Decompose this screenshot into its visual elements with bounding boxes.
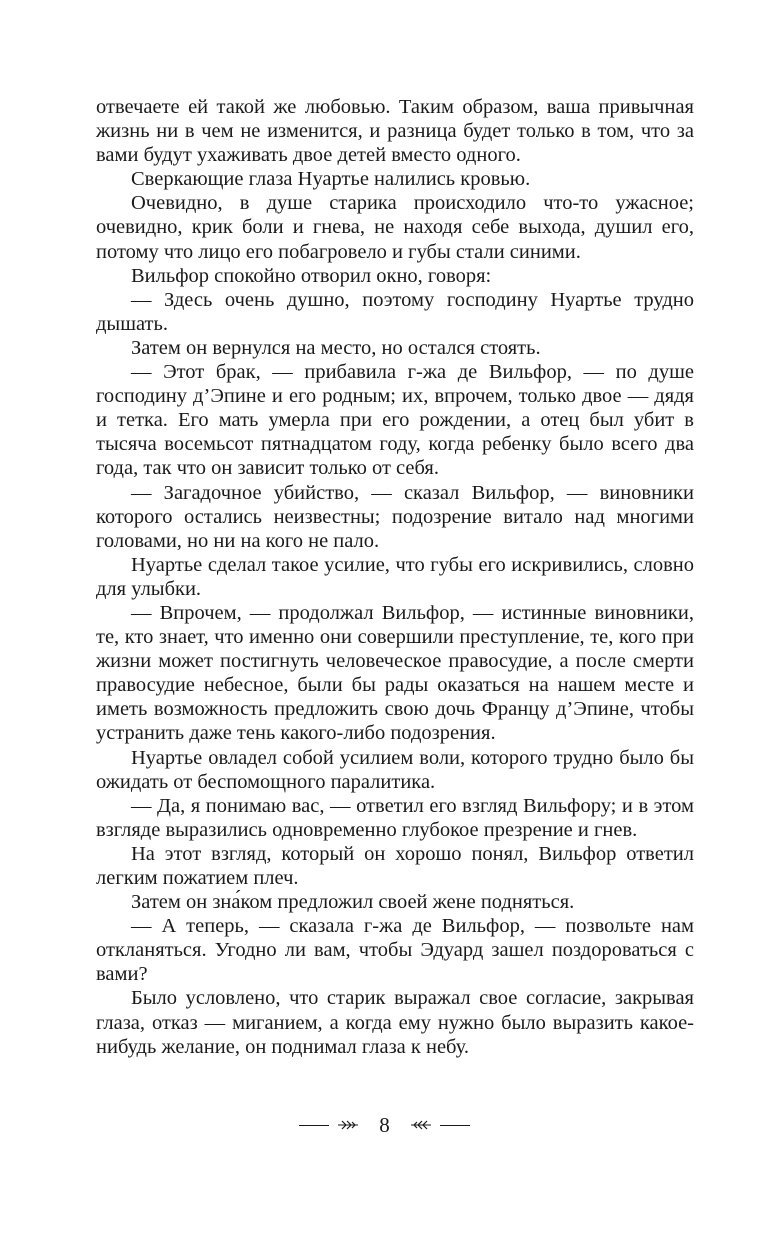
paragraph-9: Нуартье сделал такое усилие, что губы его искривились, словно для улыбки. [96, 553, 694, 600]
footer-rule-left [299, 1125, 329, 1126]
paragraph-7: — Этот брак, — прибавила г-жа де Вильфор, — по душе господину д’Эпине и его родным; их, впрочем, только двое — дядя и тетка. Его мать умерла при его рождении, а отец был убит в тысяча восемьсот пятнадцатом году, когда ребенку было всего два года, так что он зависит только от себя. [96, 361, 694, 480]
paragraph-4: Вильфор спокойно отворил окно, говоря: [131, 264, 492, 287]
paragraph-13: На этот взгляд, который он хорошо понял, Вильфор ответил легким пожатием плеч. [96, 842, 694, 889]
ornament-left-icon [337, 1119, 359, 1131]
paragraph-14: Затем он зна́ком предложил своей жене подняться. [131, 891, 575, 914]
paragraph-5: — Здесь очень душно, поэтому господину Нуартье трудно дышать. [96, 288, 694, 335]
paragraph-2: Сверкающие глаза Нуартье налились кровью. [131, 168, 531, 191]
paragraph-3: Очевидно, в душе старика происходило что-то ужасное; очевидно, крик боли и гнева, не находя себе выхода, душил его, потому что лицо его побагровело и губы стали синими. [96, 192, 694, 263]
ornament-right-icon [410, 1119, 432, 1131]
page-body [96, 95, 694, 1059]
paragraph-8: — Загадочное убийство, — сказал Вильфор, — виновники которого остались неизвестны; подозрение витало над многими головами, но ни на кого не пало. [96, 481, 694, 552]
paragraph-11: Нуартье овладел собой усилием воли, которого трудно было бы ожидать от беспомощного паралитика. [96, 746, 694, 793]
page-number: 8 [379, 1112, 390, 1137]
paragraph-15: — А теперь, — сказала г-жа де Вильфор, — позвольте нам откланяться. Угодно ли вам, чтобы Эдуард зашел поздороваться с вами? [96, 915, 694, 986]
paragraph-16: Было условлено, что старик выражал свое согласие, закрывая глаза, отказ — миганием, а когда ему нужно было выразить какое-нибудь желание, он поднимал глаза к небу. [96, 987, 694, 1058]
page-footer [0, 1111, 769, 1139]
paragraph-1: отвечаете ей такой же любовью. Таким образом, ваша привычная жизнь ни в чем не изменится, и разница будет только в том, что за вами будут ухаживать двое детей вместо одного. [96, 96, 694, 167]
footer-rule-right [440, 1125, 470, 1126]
paragraph-10: — Впрочем, — продолжал Вильфор, — истинные виновники, те, кто знает, что именно они совершили преступление, те, кого при жизни может постигнуть человеческое правосудие, а после смерти правосудие небесное, были бы рады оказаться на нашем месте и иметь возможность предложить свою дочь Францу д’Эпине, чтобы устранить даже тень какого-либо подозрения. [96, 601, 694, 745]
paragraph-6: Затем он вернулся на место, но остался стоять. [131, 336, 541, 359]
paragraph-12: — Да, я понимаю вас, — ответил его взгляд Вильфору; и в этом взгляде выразились одновременно глубокое презрение и гнев. [96, 794, 694, 841]
